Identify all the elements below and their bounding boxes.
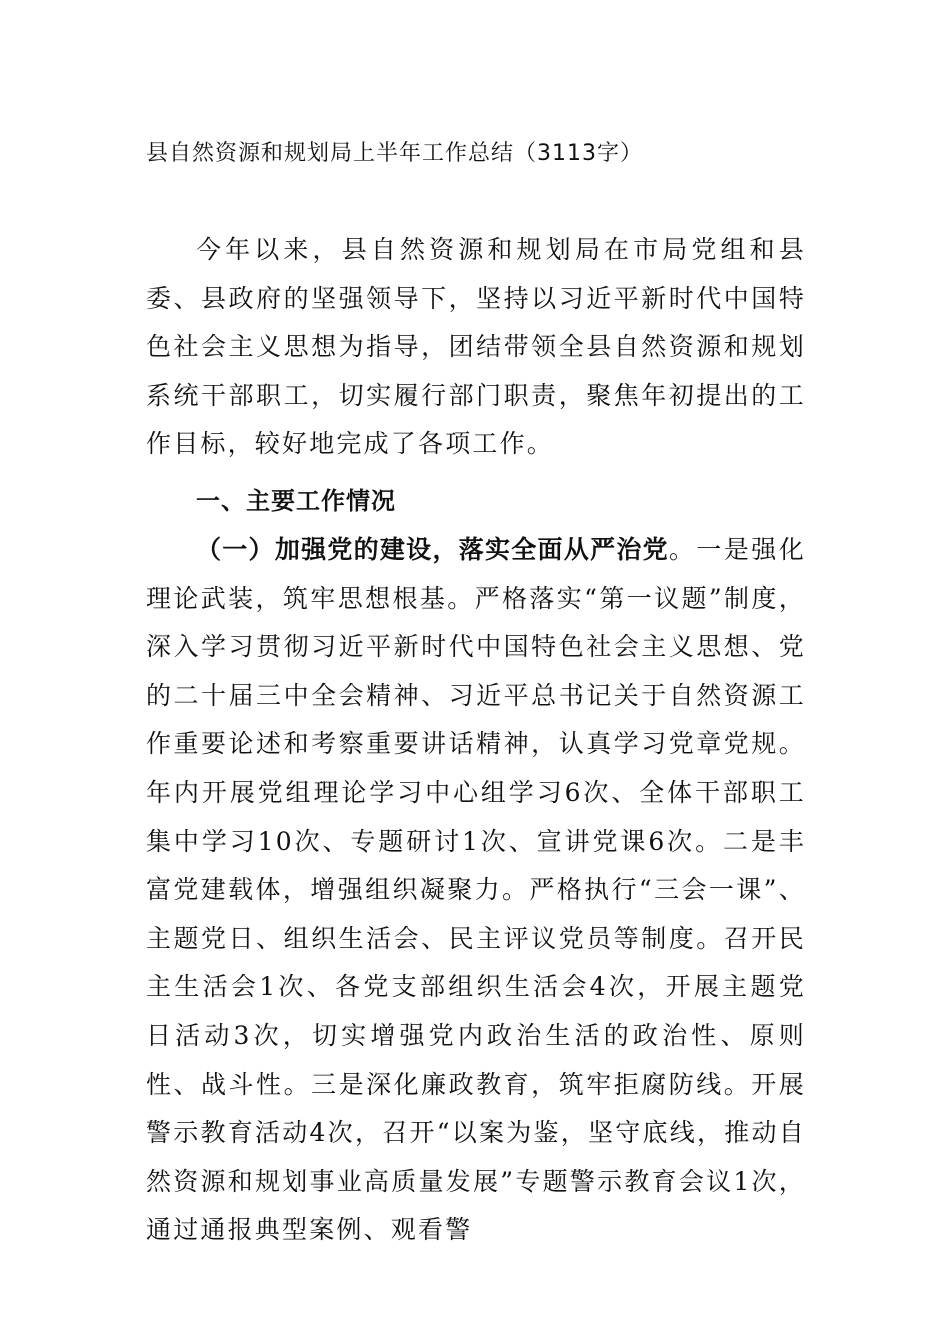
subsection-lead: （一）加强党的建设，落实全面从严治党 [196, 535, 669, 564]
intro-paragraph: 今年以来，县自然资源和规划局在市局党组和县委、县政府的坚强领导下，坚持以习近平新时代中国特色社会主义思想为指导，团结带领全县自然资源和规划系统干部职工，切实履行部门职责，聚焦年初提出的工作目标，较好地完成了各项工作。 [146, 235, 806, 459]
section-heading: 一、主要工作情况 [196, 487, 396, 515]
subsection-body: 。一是强化理论武装，筑牢思想根基。严格落实“第一议题”制度，深入学习贯彻习近平新时代中国特色社会主义思想、党的二十届三中全会精神、习近平总书记关于自然资源工作重要论述和考察重要讲话精神，认真学习党章党规。年内开展党组理论学习中心组学习6次、全体干部职工集中学习10次、专题研讨1次、宣讲党课6次。二是丰富党建载体，增强组织凝聚力。严格执行“三会一课”、主题党日、组织生活会、民主评议党员等制度。召开民主生活会1次、各党支部组织生活会4次，开展主题党日活动3次，切实增强党内政治生活的政治性、原则性、战斗性。三是深化廉政教育，筑牢拒腐防线。开展警示教育活动4次，召开“以案为鉴，坚守底线，推动自然资源和规划事业高质量发展”专题警示教育会议1次，通过通报典型案例、观看警 [146, 535, 806, 1245]
document-title: 县自然资源和规划局上半年工作总结（3113字） [146, 141, 643, 166]
subsection-paragraph [146, 526, 806, 1255]
